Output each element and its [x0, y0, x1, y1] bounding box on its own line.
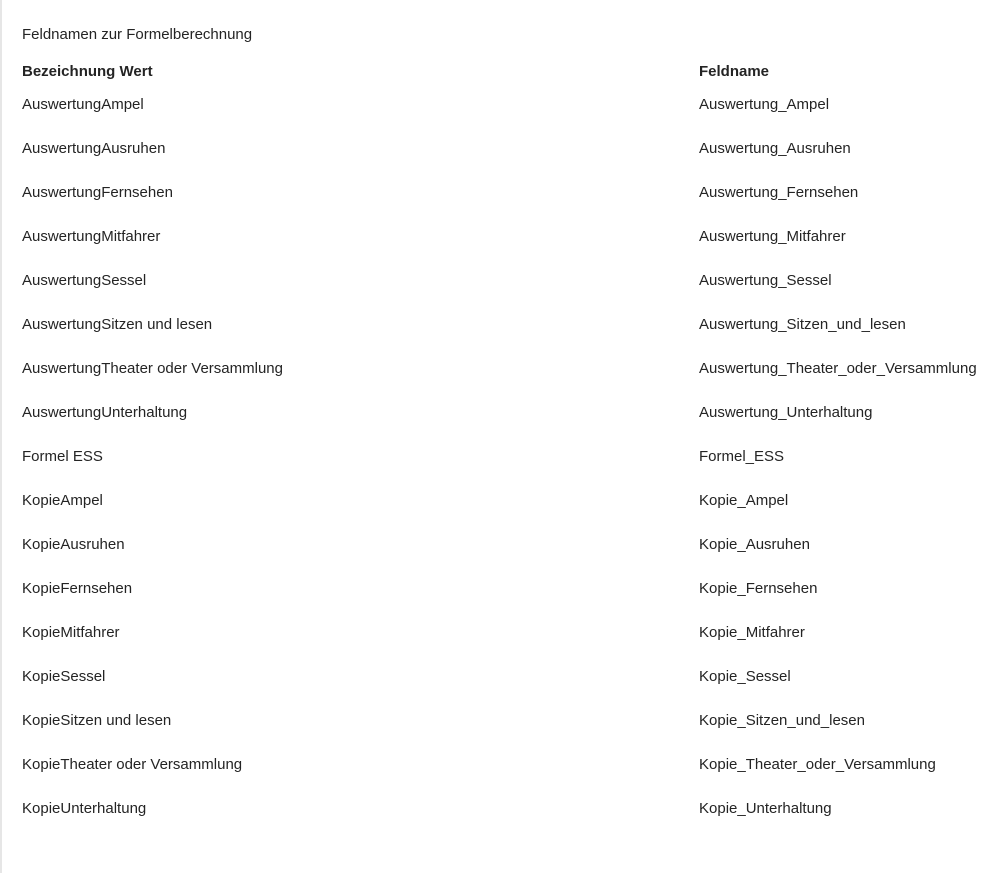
row-field-name: Kopie_Sessel	[699, 668, 791, 685]
row-label: AuswertungSitzen und lesen	[22, 316, 213, 333]
row-label: AuswertungSessel	[22, 272, 147, 289]
table-row	[22, 94, 997, 138]
table-row	[22, 490, 997, 534]
row-label: KopieAmpel	[22, 492, 103, 509]
row-field-name: Formel_ESS	[699, 448, 785, 465]
row-label: KopieAusruhen	[22, 536, 125, 553]
row-field-name: Auswertung_Theater_oder_Versammlung	[699, 360, 977, 377]
row-field-name: Kopie_Theater_oder_Versammlung	[699, 756, 936, 773]
row-label: KopieUnterhaltung	[22, 800, 147, 817]
table-row	[22, 534, 997, 578]
table-row	[22, 578, 997, 622]
row-field-name: Auswertung_Sessel	[699, 272, 832, 289]
column-header-label: Bezeichnung Wert	[22, 63, 153, 80]
row-label: KopieMitfahrer	[22, 624, 120, 641]
table-row	[22, 754, 997, 798]
table-row	[22, 666, 997, 710]
table-row	[22, 138, 997, 182]
row-field-name: Kopie_Ampel	[699, 492, 789, 509]
row-field-name: Auswertung_Fernsehen	[699, 184, 859, 201]
row-field-name: Kopie_Unterhaltung	[699, 800, 832, 817]
row-field-name: Auswertung_Ausruhen	[699, 140, 851, 157]
panel-title: Feldnamen zur Formelberechnung	[22, 26, 253, 43]
row-label: AuswertungFernsehen	[22, 184, 173, 201]
row-label: AuswertungUnterhaltung	[22, 404, 188, 421]
row-field-name: Auswertung_Mitfahrer	[699, 228, 846, 245]
row-field-name: Auswertung_Unterhaltung	[699, 404, 873, 421]
table-row	[22, 314, 997, 358]
table-row	[22, 446, 997, 490]
table-row	[22, 622, 997, 666]
field-names-table	[22, 61, 997, 842]
table-row	[22, 402, 997, 446]
row-label: KopieTheater oder Versammlung	[22, 756, 243, 773]
row-label: AuswertungTheater oder Versammlung	[22, 360, 283, 377]
table-row	[22, 798, 997, 842]
row-label: AuswertungAmpel	[22, 96, 144, 113]
table-row	[22, 710, 997, 754]
table-row	[22, 182, 997, 226]
table-header-row	[22, 61, 997, 83]
table-row	[22, 226, 997, 270]
table-row	[22, 270, 997, 314]
panel-left-border	[0, 0, 2, 873]
row-label: AuswertungMitfahrer	[22, 228, 161, 245]
row-field-name: Auswertung_Sitzen_und_lesen	[699, 316, 906, 333]
column-header-field: Feldname	[699, 63, 770, 80]
row-label: KopieSessel	[22, 668, 106, 685]
row-field-name: Kopie_Fernsehen	[699, 580, 818, 597]
row-label: AuswertungAusruhen	[22, 140, 166, 157]
row-field-name: Auswertung_Ampel	[699, 96, 830, 113]
row-field-name: Kopie_Mitfahrer	[699, 624, 805, 641]
row-label: Formel ESS	[22, 448, 103, 465]
row-label: KopieFernsehen	[22, 580, 133, 597]
table-row	[22, 358, 997, 402]
row-field-name: Kopie_Ausruhen	[699, 536, 810, 553]
row-field-name: Kopie_Sitzen_und_lesen	[699, 712, 865, 729]
row-label: KopieSitzen und lesen	[22, 712, 172, 729]
